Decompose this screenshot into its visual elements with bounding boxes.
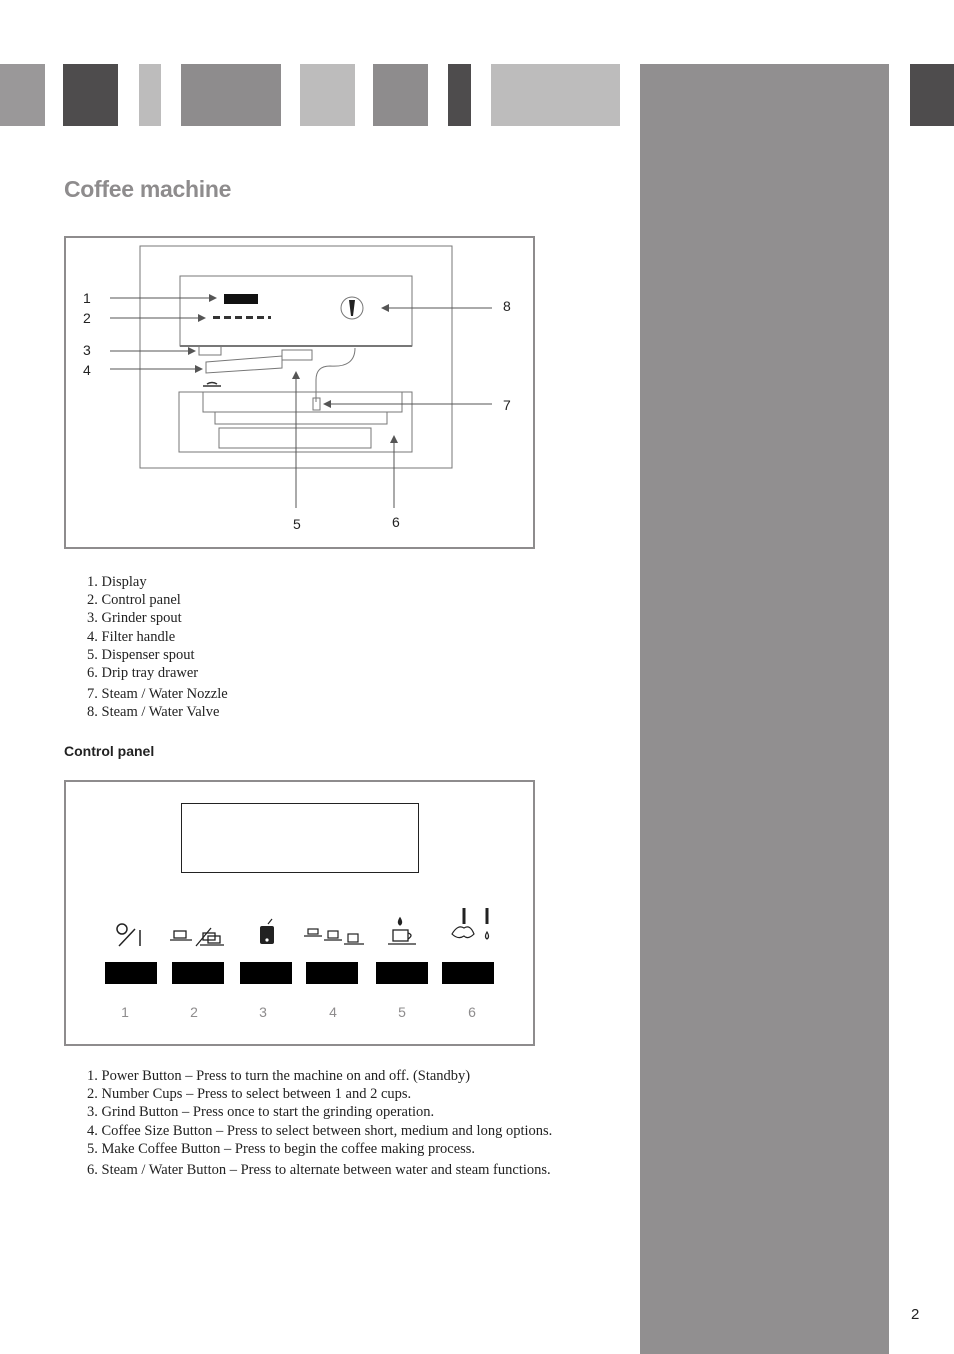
- number-cups-button[interactable]: [172, 962, 224, 984]
- button-number: 1: [121, 1004, 129, 1020]
- list-item: 4. Coffee Size Button – Press to select between short, medium and long options.: [87, 1122, 553, 1139]
- list-item: 8. Steam / Water Valve: [87, 704, 220, 721]
- button-number: 4: [329, 1004, 337, 1020]
- list-item: 3. Grind Button – Press once to start the grinding operation.: [87, 1104, 435, 1121]
- power-button[interactable]: [105, 962, 157, 984]
- list-item: 6. Steam / Water Button – Press to alternate between water and steam functions.: [87, 1162, 551, 1179]
- button-number: 2: [190, 1004, 198, 1020]
- list-item: 3. Grinder spout: [87, 610, 182, 627]
- callout-label: 1: [83, 290, 91, 306]
- list-item: 6. Drip tray drawer: [87, 665, 199, 682]
- section-heading: Control panel: [64, 743, 155, 759]
- page-title: Coffee machine: [64, 176, 232, 202]
- callout-label: 8: [503, 298, 511, 314]
- list-item: 4. Filter handle: [87, 628, 176, 645]
- grinder-icon: [260, 919, 274, 944]
- cups-icon: [170, 928, 224, 946]
- callout-label: 7: [503, 397, 511, 413]
- button-number: 5: [398, 1004, 406, 1020]
- page-number: 2: [911, 1306, 920, 1323]
- callout-label: 2: [83, 310, 91, 326]
- control-icons: [0, 0, 540, 960]
- sidebar-panel: [640, 64, 889, 1354]
- coffee-size-button[interactable]: [306, 962, 358, 984]
- grind-button[interactable]: [240, 962, 292, 984]
- list-item: 1. Power Button – Press to turn the machine on and off. (Standby): [87, 1068, 471, 1084]
- button-number: 3: [259, 1004, 267, 1020]
- list-item: 5. Make Coffee Button – Press to begin the coffee making process.: [87, 1140, 476, 1157]
- list-item: 7. Steam / Water Nozzle: [87, 686, 228, 703]
- make-coffee-icon: [388, 918, 416, 944]
- callout-label: 6: [392, 514, 400, 530]
- callout-label: 5: [293, 516, 301, 532]
- list-item: 2. Number Cups – Press to select between 1 and 2 cups.: [87, 1086, 412, 1103]
- steam-water-icon: [452, 908, 489, 939]
- callout-label: 4: [83, 362, 91, 378]
- make-coffee-button[interactable]: [376, 962, 428, 984]
- header-block: [910, 64, 954, 126]
- power-icon: [117, 924, 140, 946]
- steam-water-button[interactable]: [442, 962, 494, 984]
- list-item: 2. Control panel: [87, 592, 181, 609]
- list-item: 1. Display: [87, 574, 147, 590]
- coffee-size-icon: [304, 929, 364, 944]
- callout-label: 3: [83, 342, 91, 358]
- button-number: 6: [468, 1004, 476, 1020]
- button-descriptions: [87, 1067, 552, 1179]
- list-item: 5. Dispenser spout: [87, 646, 195, 663]
